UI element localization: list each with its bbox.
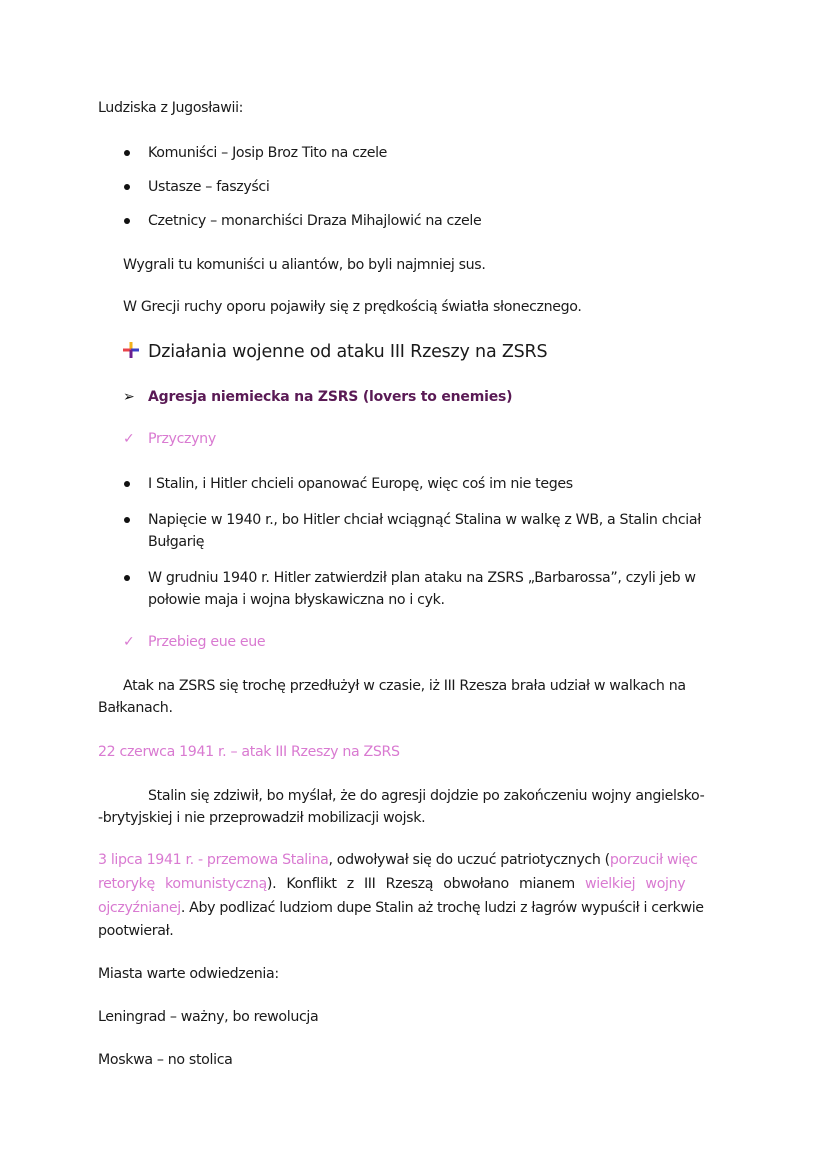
paragraph-surprise-line2: -brytyjskiej i nie przeprowadził mobilizacji wojsk. [98, 810, 426, 826]
paragraph-speech-line2 [98, 874, 685, 894]
faction-item: Czetnicy – monarchiści Draza Mihajlowić na czele [148, 213, 482, 229]
section-heading: Działania wojenne od ataku III Rzeszy na ZSRS [148, 342, 548, 362]
paragraph-speech-line4: pootwierał. [98, 923, 174, 939]
highlight-text: wielkiej wojny [585, 876, 686, 892]
highlight-text: porzucił więc [609, 852, 698, 868]
four-color-plus-icon [122, 341, 140, 359]
city-item: Moskwa – no stolica [98, 1052, 233, 1068]
bullet-icon [124, 517, 130, 523]
highlight-text: ojczyźnianej [98, 900, 181, 916]
highlight-text: retorykę komunistyczną [98, 876, 267, 892]
bullet-icon [124, 150, 130, 156]
paragraph-surprise-line1: Stalin się zdziwił, bo myślał, że do agresji dojdzie po zakończeniu wojny angielsko- [148, 788, 705, 804]
cities-intro: Miasta warte odwiedzenia: [98, 966, 279, 982]
text: . Aby podlizać ludziom dupe Stalin aż trochę ludzi z łagrów wypuścił i cerkwie [180, 900, 704, 916]
text: ). Konflikt z III Rzeszą obwołano mianem [266, 876, 586, 892]
subheading: Agresja niemiecka na ZSRS (lovers to enemies) [148, 389, 513, 405]
cause-item-line1: W grudniu 1940 r. Hitler zatwierdził plan ataku na ZSRS „Barbarossa”, czyli jeb w [148, 570, 696, 586]
cause-item: I Stalin, i Hitler chcieli opanować Europę, więc coś im nie teges [148, 476, 573, 492]
date-attack: 22 czerwca 1941 r. – atak III Rzeszy na ZSRS [98, 744, 400, 760]
bullet-icon [124, 481, 130, 487]
causes-title: Przyczyny [148, 431, 216, 447]
intro-text: Ludziska z Jugosławii: [98, 100, 244, 116]
city-item: Leningrad – ważny, bo rewolucja [98, 1009, 319, 1025]
faction-item: Komuniści – Josip Broz Tito na czele [148, 145, 388, 161]
cause-item-line1: Napięcie w 1940 r., bo Hitler chciał wciągnąć Stalina w walkę z WB, a Stalin chciał [148, 512, 701, 528]
faction-item: Ustasze – faszyści [148, 179, 270, 195]
paragraph-speech-line1 [98, 850, 698, 870]
bullet-icon [124, 218, 130, 224]
bullet-icon [124, 184, 130, 190]
cause-item-line2: połowie maja i wojna błyskawiczna no i cyk. [148, 592, 445, 608]
highlight-date: 3 lipca 1941 r. - przemowa Stalina [98, 852, 329, 868]
paragraph-speech-line3 [98, 898, 704, 918]
paragraph-delay-line2: Bałkanach. [98, 700, 173, 716]
bullet-icon [124, 575, 130, 581]
cause-item-line2: Bułgarię [148, 534, 205, 550]
paragraph-winners: Wygrali tu komuniści u aliantów, bo byli najmniej sus. [123, 257, 486, 273]
paragraph-greece: W Grecji ruchy oporu pojawiły się z prędkością światła słonecznego. [123, 299, 582, 315]
course-title: Przebieg eue eue [148, 634, 266, 650]
paragraph-delay-line1: Atak na ZSRS się trochę przedłużył w czasie, iż III Rzesza brała udział w walkach na [123, 678, 686, 694]
checkmark-icon: ✓ [123, 634, 135, 650]
text: , odwoływał się do uczuć patriotycznych ( [328, 852, 610, 868]
checkmark-icon: ✓ [123, 431, 135, 447]
arrowhead-bullet-icon: ➢ [123, 389, 135, 405]
